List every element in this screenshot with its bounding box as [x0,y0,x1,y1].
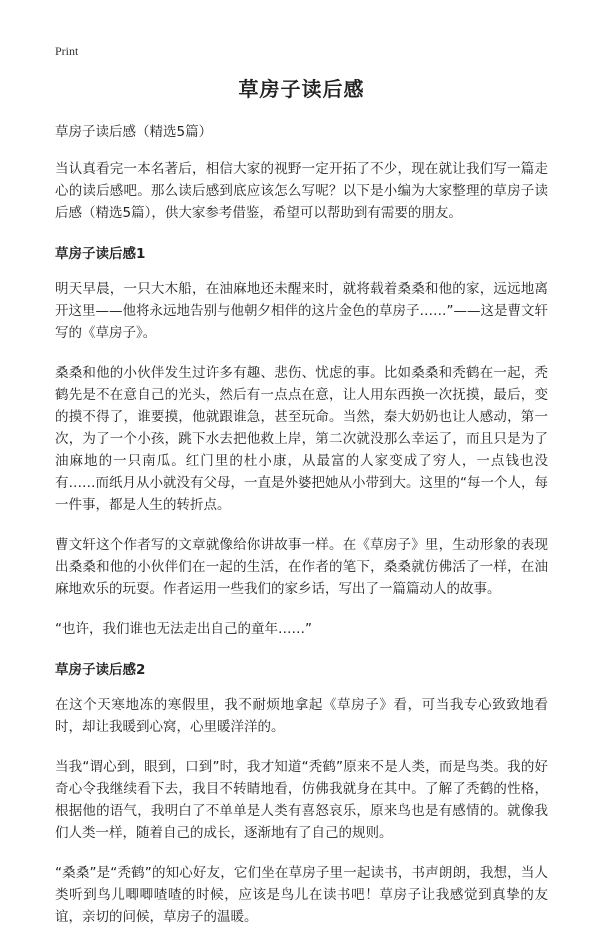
section-paragraph: 在这个天寒地冻的寒假里，我不耐烦地拿起《草房子》看，可当我专心致致地看时，却让我暖到心窝，心里暖洋洋的。 [55,697,548,735]
section-paragraph: 桑桑和他的小伙伴发生过许多有趣、悲伤、忧虑的事。比如桑桑和秃鹤在一起，秃鹤先是不在意自己的光头，然后有一点点在意，让人用东西换一次抚摸，最后，变的摸不得了，谁要摸，他就跟谁急，甚至玩命。当然，秦大奶奶也让人感动，第一次，为了一个小孩，跳下水去把他救上岸，第二次就没那么幸运了，而且只是为了油麻地的一只南瓜。红门里的杜小康，从最富的人家变成了穷人，一点钱也没有……而纸月从小就没有父母，一直是外婆把她从小带到大。这里的“每一个人，每一件事，都是人生的转折点。 [55,365,548,513]
section-paragraph: “桑桑”是“秃鹤”的知心好友，它们坐在草房子里一起读书，书声朗朗，我想，当人类听到鸟儿唧唧喳喳的时候，应该是鸟儿在读书吧！草房子让我感觉到真挚的友谊，亲切的问候，草房子的温暖。 [55,865,548,925]
review-section-2 [55,658,548,928]
section-paragraph: “也许，我们谁也无法走出自己的童年……” [55,621,312,637]
section-paragraph: 曹文轩这个作者写的文章就像给你讲故事一样。在《草房子》里，生动形象的表现出桑桑和他的小伙伴们在一起的生活，在作者的笔下，桑桑就仿佛活了一样，在油麻地欢乐的玩耍。作者运用一些我们的家乡话，写出了一篇篇动人的故事。 [55,537,548,597]
document-subtitle: 草房子读后感（精选5篇） [55,124,213,140]
section-paragraph: 当我“谓心到，眼到，口到”时，我才知道“秃鹤”原来不是人类，而是鸟类。我的好奇心令我继续看下去，我目不转睛地看，仿佛我就身在其中。了解了秃鹤的性格，根据他的语气，我明白了不单单是人类有喜怒哀乐，原来鸟也是有感情的。就像我们人类一样，随着自己的成长，逐渐地有了自己的规则。 [55,759,548,841]
page-title: 草房子读后感 [238,77,365,101]
review-section-1 [55,242,548,640]
section-paragraph: 明天早晨，一只大木船，在油麻地还未醒来时，就将载着桑桑和他的家，远远地离开这里——他将永远地告别与他朝夕相伴的这片金色的草房子……”——这是曹文轩写的《草房子》。 [55,281,548,341]
section-heading: 草房子读后感1 [55,246,146,262]
intro-paragraph: 当认真看完一本名著后，相信大家的视野一定开拓了不少，现在就让我们写一篇走心的读后感吧。那么读后感到底应该怎么写呢？以下是小编为大家整理的草房子读后感（精选5篇），供大家参考借鉴，希望可以帮助到有需要的朋友。 [55,161,548,221]
print-link[interactable]: Print [55,44,79,58]
section-heading: 草房子读后感2 [55,662,146,678]
